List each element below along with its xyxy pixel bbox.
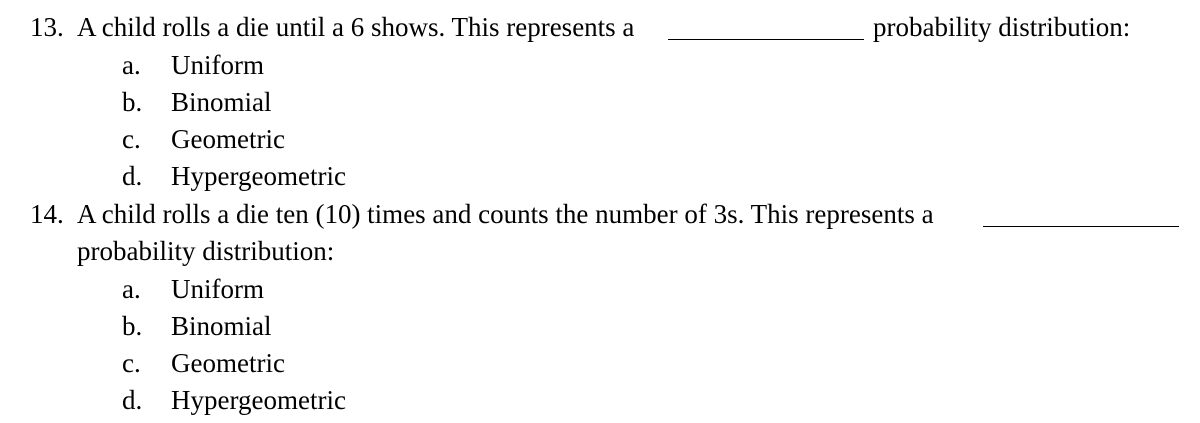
option-letter: d. [122,161,143,191]
option-text: Hypergeometric [171,161,346,191]
option-text: Hypergeometric [171,385,346,415]
question-number: 13. [30,12,64,42]
option-text: Uniform [171,50,264,80]
option-13c [0,123,600,155]
answer-blank [668,39,864,40]
option-14b [0,310,600,342]
option-text: Binomial [171,311,272,341]
option-13d [0,160,600,192]
question-14-continued [0,235,600,267]
option-14d [0,384,600,416]
question-text-continued: probability distribution: [77,236,335,266]
option-14c [0,347,600,379]
question-text: A child rolls a die ten (10) times and counts the number of 3s. This represents a [77,199,934,229]
question-number: 14. [30,199,64,229]
option-letter: c. [122,124,141,154]
option-letter: c. [122,348,141,378]
option-letter: b. [122,311,143,341]
option-13a [0,49,600,81]
answer-blank [983,226,1179,227]
question-14 [0,198,1200,230]
option-text: Uniform [171,274,264,304]
option-text: Geometric [171,348,285,378]
question-text: A child rolls a die until a 6 shows. This represents a [77,12,635,42]
option-letter: a. [122,50,141,80]
option-13b [0,86,600,118]
option-text: Binomial [171,87,272,117]
option-14a [0,273,600,305]
option-letter: d. [122,385,143,415]
option-letter: b. [122,87,143,117]
question-text-continued: probability distribution: [873,12,1131,42]
option-text: Geometric [171,124,285,154]
option-letter: a. [122,274,141,304]
cropped-previous-line [200,0,290,2]
question-13 [0,11,1200,43]
